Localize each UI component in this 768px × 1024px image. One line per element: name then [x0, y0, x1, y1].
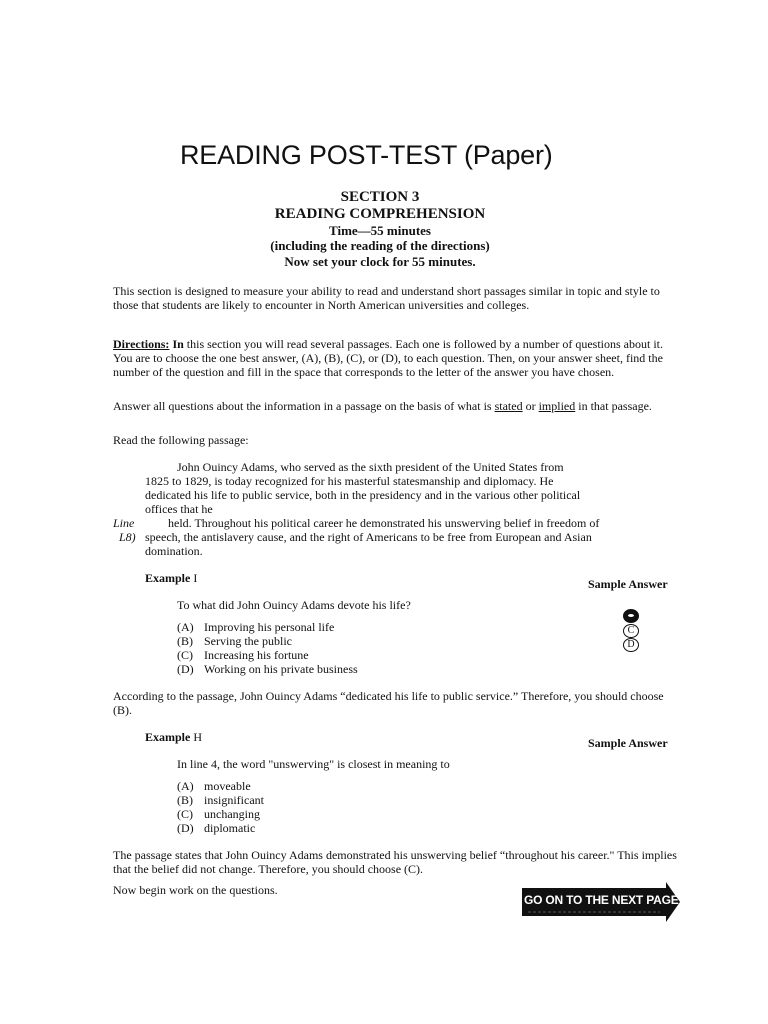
answer-all-text: Answer all questions about the information in a passage on the basis of what is: [113, 399, 495, 413]
example-label: Example: [145, 730, 191, 744]
option-letter: (B): [177, 634, 193, 648]
option-letter: (D): [177, 821, 194, 835]
line-number: L8): [119, 530, 136, 544]
next-page-button[interactable]: [520, 880, 682, 924]
passage-line: 1825 to 1829, is today recognized for his masterful statesmanship and diplomacy. He: [145, 474, 554, 488]
example-2-options: [177, 779, 264, 835]
option-letter: (C): [177, 807, 193, 821]
option-row: [177, 634, 358, 648]
option-letter: (A): [177, 779, 194, 793]
passage-line: offices that he: [145, 502, 213, 516]
option-row: [177, 648, 358, 662]
directions-lead: In: [169, 337, 184, 351]
answer-all-paragraph: [113, 399, 679, 413]
next-page-label: GO ON TO THE NEXT PAGE: [524, 893, 679, 907]
passage-line: dedicated his life to public service, both in the presidency and in the various other political: [145, 488, 581, 502]
intro-paragraph: This section is designed to measure your ability to read and understand short passages similar in topic and style to those that students are likely to encounter in North American universities and colleges.: [113, 284, 660, 312]
option-text: unchanging: [204, 807, 260, 821]
option-letter: (D): [177, 662, 194, 676]
option-letter: (B): [177, 793, 193, 807]
option-row: [177, 662, 358, 676]
directions-label: Directions:: [113, 337, 170, 351]
example-number: H: [193, 730, 203, 744]
implied-word: implied: [538, 399, 576, 413]
clock-instruction: Now set your clock for 55 minutes.: [284, 254, 476, 269]
passage-line: held. Throughout his political career he demonstrated his unswerving belief in freedom of: [168, 516, 600, 530]
answer-bubble: D: [623, 638, 639, 652]
example-1-label: [145, 571, 197, 586]
read-following: Read the following passage:: [113, 433, 249, 447]
passage-line: speech, the antislavery cause, and the right of Americans to be free from European and Asian: [145, 530, 592, 544]
option-text: insignificant: [204, 793, 264, 807]
option-text: diplomatic: [204, 821, 256, 835]
option-letter: (C): [177, 648, 193, 662]
option-text: Increasing his fortune: [204, 648, 309, 662]
example-1-question: To what did John Ouincy Adams devote his life?: [177, 598, 411, 612]
time-limit: Time—55 minutes: [329, 223, 431, 238]
example-2-label: [145, 730, 202, 745]
answer-bubble: C: [623, 624, 639, 638]
option-row: [177, 821, 264, 835]
section-number: SECTION 3: [340, 189, 420, 205]
option-text: Improving his personal life: [204, 620, 335, 634]
line-label: Line: [113, 516, 135, 530]
directions-text: this section you will read several passages. Each one is followed by a number of questions about it. You are to choose the one best answer, (A), (B), (C), or (D), to each question. Then, on your answer sheet, find the number of the question and fill in the space that corresponds to the letter of the answer you have chosen.: [113, 337, 664, 379]
sample-answer-label: Sample Answer: [588, 577, 668, 591]
example-number: I: [193, 571, 198, 585]
page-title: READING POST-TEST (Paper): [180, 140, 553, 170]
example-label: Example: [145, 571, 191, 585]
example-2-question: In line 4, the word "unswerving" is closest in meaning to: [177, 757, 450, 771]
passage-line: John Ouincy Adams, who served as the sixth president of the United States from: [177, 460, 564, 474]
passage-line: domination.: [145, 544, 203, 558]
option-text: Working on his private business: [204, 662, 358, 676]
section-name: READING COMPREHENSION: [274, 206, 486, 222]
filled-answer-bubble: [623, 609, 639, 623]
option-text: Serving the public: [204, 634, 292, 648]
begin-instruction: Now begin work on the questions.: [113, 883, 278, 897]
option-letter: (A): [177, 620, 194, 634]
option-row: [177, 793, 264, 807]
option-row: [177, 807, 264, 821]
example-1-explanation: According to the passage, John Ouincy Adams “dedicated his life to public service.” Therefore, you should choose (B).: [113, 689, 664, 717]
time-note: (including the reading of the directions): [270, 238, 490, 253]
example-1-options: [177, 620, 358, 676]
stated-word: stated: [494, 399, 523, 413]
option-text: moveable: [204, 779, 251, 793]
or-word: or: [522, 399, 539, 413]
sample-answer-label: Sample Answer: [588, 736, 668, 750]
example-2-explanation: The passage states that John Ouincy Adams demonstrated his unswerving belief “throughout his career." This implies that the belief did not change. Therefore, you should choose (C).: [113, 848, 677, 876]
option-row: [177, 620, 358, 634]
option-row: [177, 779, 264, 793]
answer-all-end: in that passage.: [575, 399, 652, 413]
directions-paragraph: [113, 337, 679, 379]
